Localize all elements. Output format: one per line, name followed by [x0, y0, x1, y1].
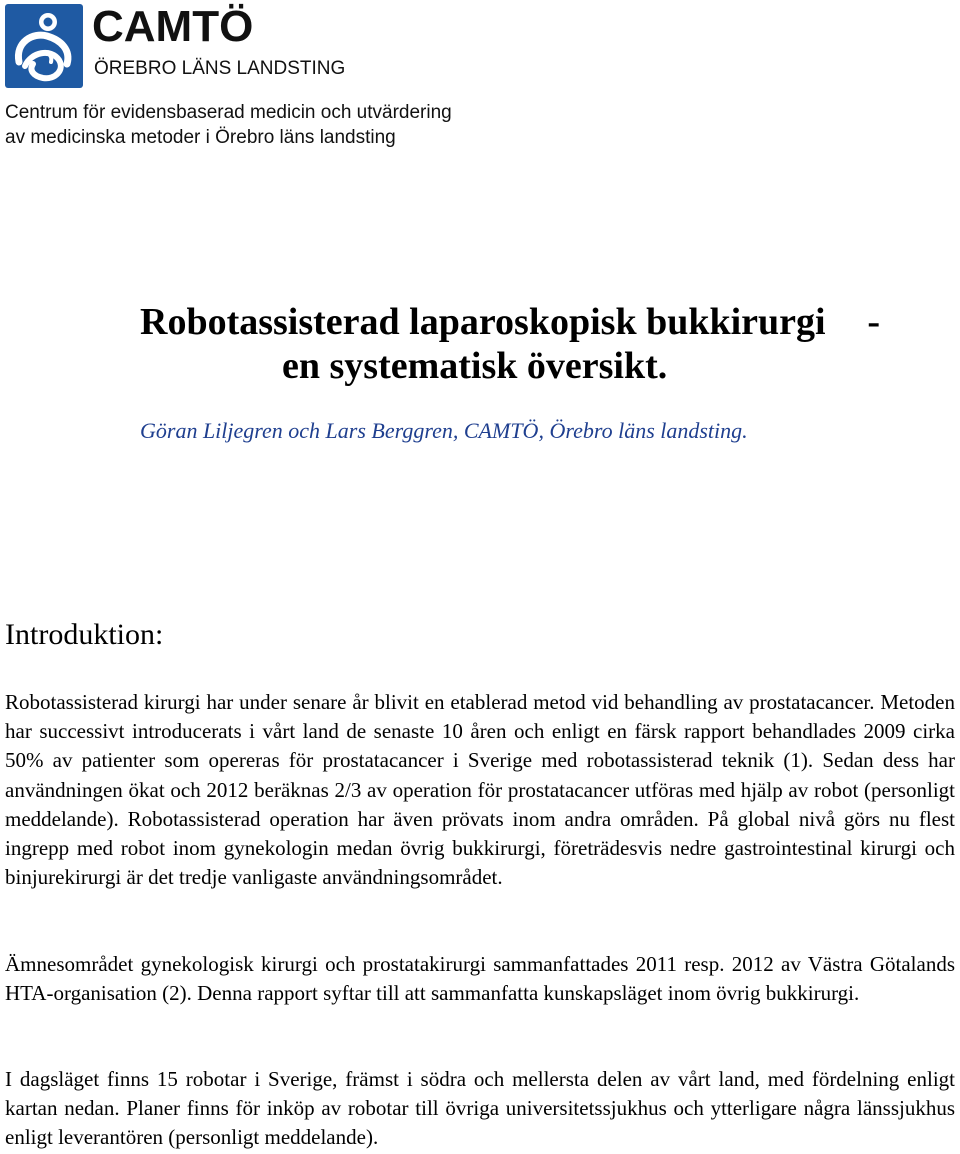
paragraph-2: Ämnesområdet gynekologisk kirurgi och prostatakirurgi sammanfattades 2011 resp. 2012 av Västra Götalands HTA-organisation (2). Denna rapport syftar till att sammanfatta kunskapsläget inom övrig bukkirurgi.: [5, 952, 955, 1006]
people-figure-icon: [5, 4, 83, 88]
org-name: CAMTÖ: [92, 2, 254, 51]
title-line-1: Robotassisterad laparoskopisk bukkirurgi: [140, 301, 826, 343]
authors-line: Göran Liljegren och Lars Berggren, CAMTÖ, Örebro läns landsting.: [140, 418, 748, 443]
document-title: [140, 300, 880, 388]
centre-line-1: Centrum för evidensbaserad medicin och utvärdering: [5, 102, 452, 123]
title-dash: -: [867, 301, 880, 343]
paragraph-3: I dagsläget finns 15 robotar i Sverige, främst i södra och mellersta delen av vårt land, med fördelning enligt kartan nedan. Planer finns för inköp av robotar till övriga universitetssjukhus och ytterligare några länssjukhus enligt leverantören (personligt meddelande).: [5, 1067, 955, 1150]
section-heading: Introduktion:: [5, 618, 164, 651]
org-subtitle: ÖREBRO LÄNS LANDSTING: [94, 58, 346, 79]
paragraph-1: Robotassisterad kirurgi har under senare år blivit en etablerad metod vid behandling av prostatacancer. Metoden har successivt introducerats i vårt land de senaste 10 åren och enligt en färsk rapport behandlades 2009 cirka 50% av patienter som opereras för prostatacancer i Sverige med robotassisterad teknik (1). Sedan dess har användningen ökat och 2012 beräknas 2/3 av operation för prostatacancer utföras med hjälp av robot (personligt meddelande). Robotassisterad operation har även prövats inom andra områden. På global nivå görs nu flest ingrepp med robot inom gynekologin medan övrig bukkirurgi, företrädesvis nedre gastrointestinal kirurgi och binjurekirurgi är det tredje vanligaste användningsområdet.: [5, 690, 955, 890]
title-line-2: en systematisk översikt.: [282, 345, 668, 387]
centre-line-2: av medicinska metoder i Örebro läns landsting: [5, 127, 396, 148]
centre-description: [5, 100, 452, 150]
camto-logo: [5, 4, 83, 88]
